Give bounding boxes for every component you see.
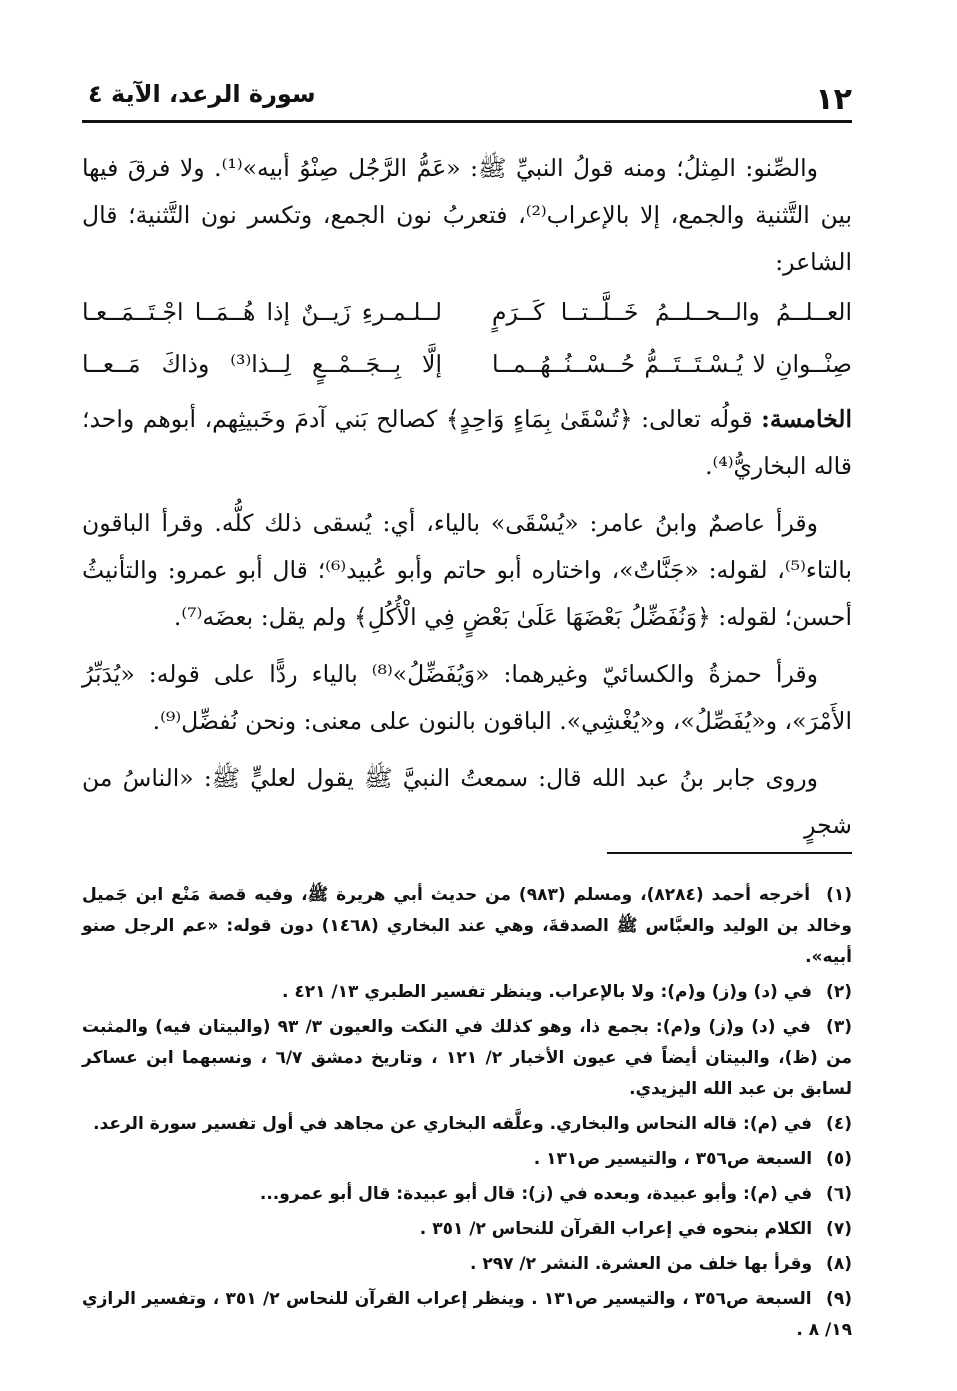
footnote-separator (607, 852, 852, 854)
footnote (82, 1249, 852, 1280)
footnote-text: وقرأ بها خلف من العشرة. النشر ٢/ ٢٩٧ . (469, 1254, 813, 1274)
section-label: الخامسة: (761, 405, 852, 433)
page-number: ١٢ (815, 82, 852, 117)
verse-1-second-hemistich: لــلـمـرءِ زَيــنٌ إذا هُــمَــا اجْـتَــمَــعـا (82, 298, 442, 326)
footnote-text: السبعة ص٣٥٦ ، والتيسير ص١٣١ . وينظر إعراب القرآن للنحاس ٢/ ٣٥١ ، وتفسير الرازي ١٩/ ٨ . (82, 1289, 852, 1340)
verse-2-second-hemistich: إلَّا بِــجَــمْــعٍ لِــذا⁽³⁾ وذاكَ مَــعــا (82, 350, 442, 378)
footnote-text: السبعة ص٣٥٦ ، والتيسير ص١٣١ . (533, 1149, 813, 1169)
paragraph-2-text: قولُه تعالى: ﴿تُسْقَىٰ بِمَاءٍ وَاحِدٍ﴾ كصالح بَني آدمَ وخَبيثِهم، أبوهم واحد؛ قاله البخاريُّ⁽⁴⁾. (82, 405, 852, 480)
page-header (82, 76, 852, 123)
footnote (82, 1144, 852, 1175)
footnote-text: الكلام بنحوه في إعراب القرآن للنحاس ٢/ ٣٥١ . (419, 1219, 813, 1239)
footnote (82, 1012, 852, 1105)
paragraph-4: وقرأ حمزةُ والكسائيّ وغيرهما: «وَيُفَضِّلُ»⁽⁸⁾ بالياء ردًّا على قوله: «يُدَبِّرُ الأَمْرَ»، و«يُفَصِّلُ»، و«يُغْشِي». الباقون بالنون على معنى: ونحن نُفضِّل⁽⁹⁾. (82, 660, 852, 735)
running-title: سورة الرعد، الآية ٤ (88, 80, 316, 108)
verse-1-first-hemistich: العــلــمُ والــحــلــمُ خَــلَّــتــا كَــرَمٍ (492, 298, 852, 326)
footnote (82, 1284, 852, 1346)
footnote-text: في (م): قاله النحاس والبخاري. وعلَّقه البخاري عن مجاهد في أول تفسير سورة الرعد. (93, 1114, 813, 1134)
verse-line-2 (82, 338, 852, 390)
footnote (82, 1214, 852, 1245)
paragraph-3: وقرأ عاصمٌ وابنُ عامر: «يُسْقَى» بالياء، أي: يُسقى ذلك كلُّه. وقرأ الباقون بالتاء⁽⁵⁾، لقوله: «جَنَّاتٌ»، واختاره أبو حاتم وأبو عُبيد⁽⁶⁾؛ قال أبو عمرو: والتأنيثُ أحسن؛ لقوله: ﴿وَنُفَضِّلُ بَعْضَهَا عَلَىٰ بَعْضٍ فِي الْأُكُلِ﴾ ولم يقل: بعضَه⁽⁷⁾. (82, 509, 853, 631)
footnote-number: (٤) (826, 1114, 852, 1134)
footnote-text: في (د) و(ز) و(م): بجمع ذا، وهو كذلك في النكت والعيون ٣/ ٩٣ (والبيتان فيه) والمثبت من (ظ)، والبيتان أيضاً في عيون الأخبار ٢/ ١٢١ ، وتاريخ دمشق ٦/٧ ، ونسبهما ابن عساكر لسابق بن عبد الله اليزيدي. (82, 1017, 852, 1099)
paragraph-5: وروى جابر بنُ عبد الله قال: سمعتُ النبيَّ ﷺ يقول لعليٍّ ﷺ: «الناسُ من شجرٍ (82, 764, 852, 839)
footnote-number: (١) (826, 885, 853, 905)
paragraph-1: والصِّنو: المِثلُ؛ ومنه قولُ النبيِّ ﷺ: «عَمُّ الرَّجُل صِنْوُ أبيه»⁽¹⁾. ولا فرقَ فيها بين التَّثنية والجمع، إلا بالإعراب⁽²⁾، فتعربُ نون الجمع، وتكسر نون التَّثنية؛ قال الشاعر: (82, 154, 852, 276)
verse-line-1 (82, 286, 852, 338)
verse-2-first-hemistich: صِنْــوانِ لا يُـسْـتَــتَــمُّ حُــسْــنُــهُــمــا (492, 350, 852, 378)
footnote (82, 977, 852, 1008)
footnote-number: (٧) (826, 1219, 852, 1239)
footnotes (82, 880, 852, 1350)
footnote-number: (٢) (826, 982, 852, 1002)
footnote-number: (٨) (826, 1254, 852, 1274)
paragraph-2 (82, 396, 852, 490)
footnote (82, 1179, 852, 1210)
footnote-number: (٥) (826, 1149, 852, 1169)
main-text (82, 145, 852, 849)
footnote-number: (٩) (826, 1289, 852, 1309)
footnote-text: في (م): وأبو عبيدة، وبعده في (ز): قال أبو عبيدة: قال أبو عمرو... (259, 1184, 813, 1204)
footnote-number: (٦) (826, 1184, 852, 1204)
footnote-number: (٣) (826, 1017, 852, 1037)
footnote-text: في (د) و(ز) و(م): ولا بالإعراب. وينظر تفسير الطبري ١٣/ ٤٢١ . (281, 982, 813, 1002)
footnote (82, 1109, 852, 1140)
footnote (82, 880, 852, 973)
footnote-text: أخرجه أحمد (٨٢٨٤)، ومسلم (٩٨٣) من حديث أبي هريرة ﷺ، وفيه قصة مَنْع ابن جَميل وخالد بن الوليد والعبَّاس ﷺ الصدقةَ، وهي عند البخاري (١٤٦٨) دون قوله: «عم الرجل صنو أبيه». (82, 885, 852, 967)
